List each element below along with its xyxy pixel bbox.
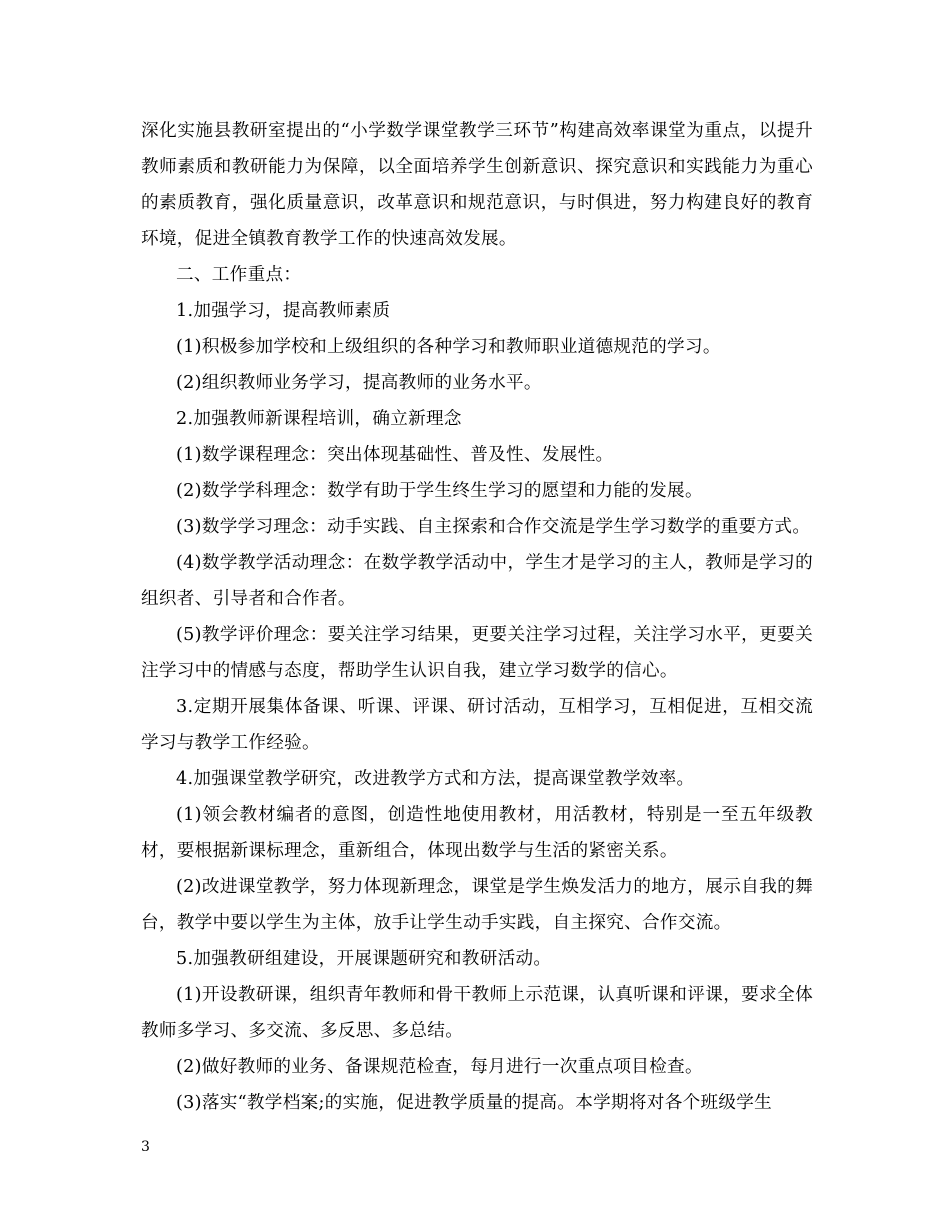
item-5-sub-1: (1)开设教研课，组织青年教师和骨干教师上示范课，认真听课和评课，要求全体教师多学习、多交流、多反思、多总结。 [141,985,813,1041]
item-4-heading: 4.加强课堂教学研究，改进教学方式和方法，提高课堂教学效率。 [176,769,695,789]
item-4-sub-2: (2)改进课堂教学，努力体现新理念，课堂是学生焕发活力的地方，展示自我的舞台，教学中要以学生为主体，放手让学生动手实践，自主探究、合作交流。 [141,877,813,933]
item-5-sub-3: (3)落实“教学档案;的实施，促进教学质量的提高。本学期将对各个班级学生 [176,1093,773,1113]
item-1-heading: 1.加强学习，提高教师素质 [176,301,391,321]
item-1-sub-1: (1)积极参加学校和上级组织的各种学习和教师职业道德规范的学习。 [176,337,721,357]
item-4-sub-1: (1)领会教材编者的意图，创造性地使用教材，用活教材，特别是一至五年级教材，要根据新课标理念，重新组合，体现出数学与生活的紧密关系。 [141,805,813,861]
item-2-sub-3: (3)数学学习理念：动手实践、自主探索和合作交流是学生学习数学的重要方式。 [176,517,811,537]
item-1-sub-2: (2)组织教师业务学习，提高教师的业务水平。 [176,373,542,393]
document-body [141,113,813,1121]
item-3-heading: 3.定期开展集体备课、听课、评课、研讨活动，互相学习，互相促进，互相交流学习与教学工作经验。 [141,697,813,753]
item-2-sub-1: (1)数学课程理念：突出体现基础性、普及性、发展性。 [176,445,614,465]
item-5-sub-2: (2)做好教师的业务、备课规范检查，每月进行一次重点项目检查。 [176,1057,703,1077]
item-2-sub-4: (4)数学教学活动理念：在数学教学活动中，学生才是学习的主人，教师是学习的组织者、引导者和合作者。 [141,553,813,609]
item-5-heading: 5.加强教研组建设，开展课题研究和教研活动。 [176,949,552,969]
item-2-heading: 2.加强教师新课程培训，确立新理念 [176,409,462,429]
item-2-sub-5: (5)教学评价理念：要关注学习结果，更要关注学习过程，关注学习水平，更要关注学习中的情感与态度，帮助学生认识自我，建立学习数学的信心。 [141,625,813,681]
section-heading-work-focus: 二、工作重点： [176,265,302,285]
paragraph-intro: 深化实施县教研室提出的“小学数学课堂教学三环节”构建高效率课堂为重点，以提升教师素质和教研能力为保障，以全面培养学生创新意识、探究意识和实践能力为重心的素质教育，强化质量意识，改革意识和规范意识，与时俱进，努力构建良好的教育环境，促进全镇教育教学工作的快速高效发展。 [141,121,813,249]
page-number: 3 [141,1139,150,1155]
item-2-sub-2: (2)数学学科理念：数学有助于学生终生学习的愿望和力能的发展。 [176,481,703,501]
